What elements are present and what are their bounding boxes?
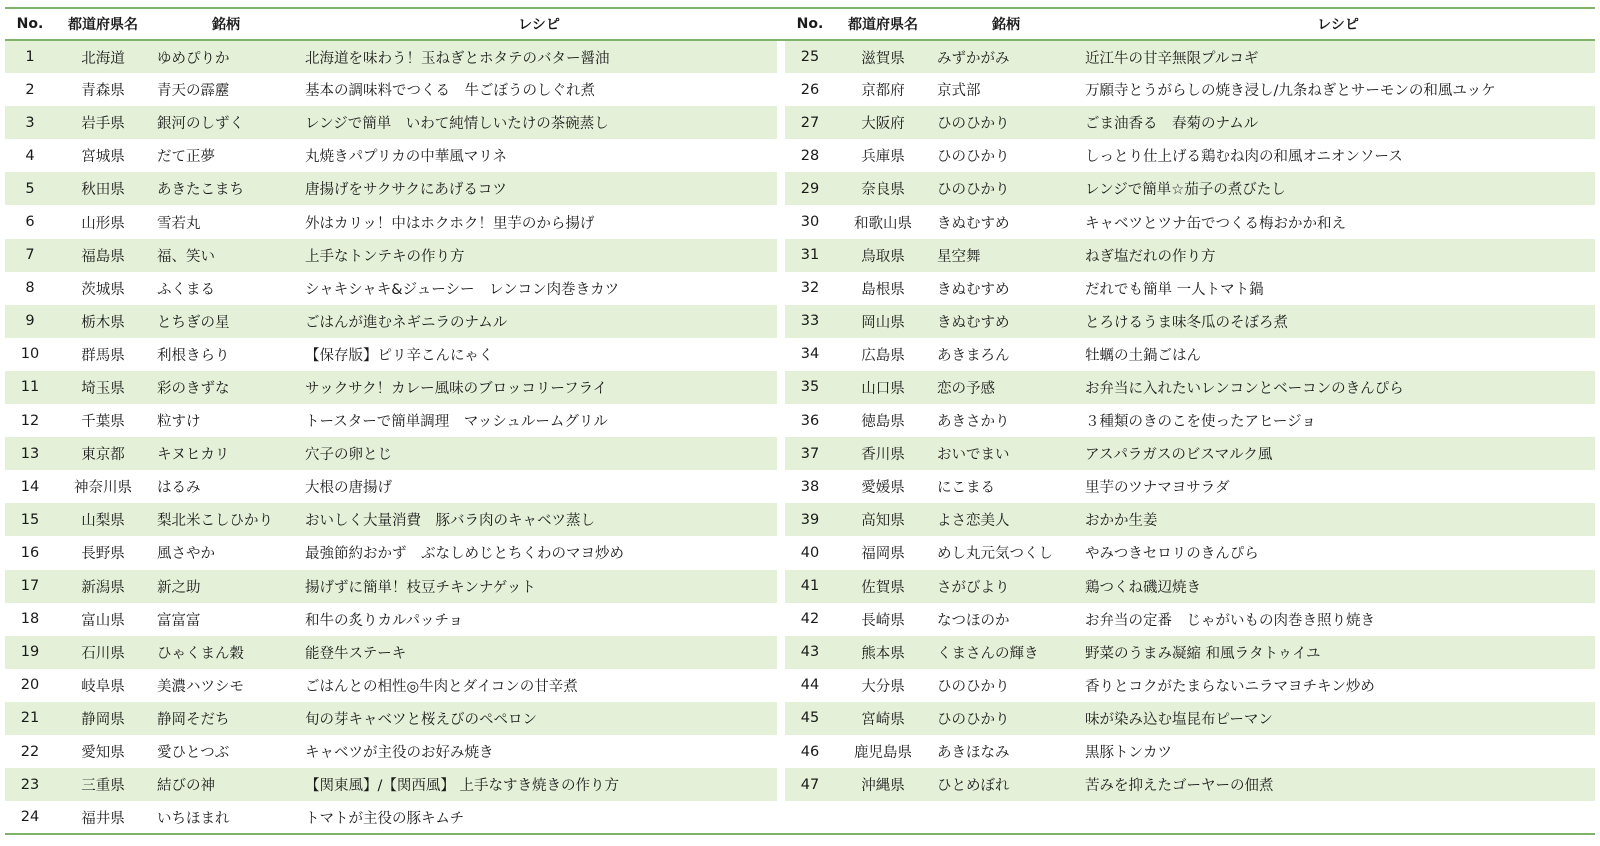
no-cell: 21 [5,702,55,735]
brand-cell [931,801,1081,834]
no-cell: 38 [800,478,820,495]
column-gap [777,305,785,338]
column-gap [777,272,785,305]
brand-cell: だて正夢 [157,149,215,166]
recipe-cell: サックサク！カレー風味のブロッコリーフライ [301,371,777,404]
recipe-cell: だれでも簡単 一人トマト鍋 [1085,281,1264,298]
recipe-cell [1081,801,1595,834]
column-gap [777,404,785,437]
prefecture-cell: 鳥取県 [835,239,931,272]
column-gap [777,735,785,768]
no-cell: 34 [800,346,820,363]
no-cell: 16 [20,544,40,561]
no-cell: 2 [25,81,35,98]
brand-cell: 雪若丸 [157,215,201,232]
brand-cell: 星空舞 [931,239,1081,272]
column-gap [777,172,785,205]
recipe-cell: おいしく大量消費 豚バラ肉のキャベツ蒸し [301,503,777,536]
brand-cell: 銀河のしずく [151,106,301,139]
brand-cell: とちぎの星 [151,305,301,338]
brand-cell: にこまる [937,480,995,497]
prefecture-cell: 静岡県 [55,702,151,735]
recipe-cell: 揚げずに簡単！枝豆チキンナゲット [301,570,777,603]
prefecture-cell: 山口県 [835,371,931,404]
prefecture-cell: 徳島県 [861,414,905,431]
recipe-cell: しっとり仕上げる鶏むね肉の和風オニオンソース [1085,149,1403,166]
recipe-cell: 大根の唐揚げ [305,480,392,497]
brand-cell: ひとめぼれ [931,768,1081,801]
no-cell: 28 [800,147,820,164]
column-gap [777,205,785,238]
recipe-cell: 【関東風】/【関西風】 上手なすき焼きの作り方 [301,768,777,801]
no-cell: 14 [20,478,40,495]
no-cell: 47 [785,768,835,801]
brand-cell: 青天の霹靂 [157,83,230,100]
prefecture-cell: 秋田県 [55,172,151,205]
table-row [5,536,1595,569]
brand-cell: めし丸元気つくし [937,546,1053,563]
header-row [5,8,1595,40]
no-cell: 15 [5,503,55,536]
no-cell: 1 [5,40,55,73]
recipe-cell: レンジで簡単☆茄子の煮びたし [1081,172,1595,205]
column-gap [777,603,785,636]
brand-cell: はるみ [157,480,201,497]
brand-cell: きぬむすめ [937,281,1010,298]
no-cell: 11 [5,371,55,404]
recipe-cell: アスパラガスのビスマルク風 [1081,437,1595,470]
no-cell: 26 [800,81,820,98]
brand-cell: 新之助 [151,570,301,603]
table-row [5,404,1595,437]
recipe-cell: 外はカリッ！中はホクホク！里芋のから揚げ [305,215,595,232]
no-cell: 35 [785,371,835,404]
recipe-cell: 和牛の炙りカルパッチョ [305,612,464,629]
no-cell: 36 [800,412,820,429]
table-row [5,636,1595,669]
no-cell: 29 [785,172,835,205]
prefecture-cell: 新潟県 [55,570,151,603]
recipe-cell: お弁当に入れたいレンコンとベーコンのきんぴら [1081,371,1595,404]
table-row [5,40,1595,73]
prefecture-cell: 沖縄県 [835,768,931,801]
prefecture-cell: 山形県 [81,215,125,232]
recipe-cell: キャベツとツナ缶でつくる梅おかか和え [1085,215,1346,232]
prefecture-cell: 富山県 [81,612,125,629]
table-row [5,503,1595,536]
table-row [5,239,1595,272]
column-gap [777,536,785,569]
no-cell: 45 [785,702,835,735]
no-cell: 23 [5,768,55,801]
brand-cell: くまさんの輝き [931,636,1081,669]
no-cell: 32 [800,280,820,297]
brand-cell: よさ恋美人 [931,503,1081,536]
table-row [5,801,1595,834]
no-cell: 44 [800,677,820,694]
brand-cell: いちほまれ [157,810,230,827]
brand-cell: ひのひかり [937,678,1010,695]
recipe-cell: 最強節約おかず ぶなしめじとちくわのマヨ炒め [305,546,624,563]
recipe-cell: シャキシャキ&ジューシー レンコン肉巻きカツ [305,281,620,298]
recipe-cell: 鶏つくね磯辺焼き [1081,570,1595,603]
brand-cell: 風さやか [157,546,215,563]
recipe-cell: 黒豚トンカツ [1085,745,1172,762]
column-gap [777,636,785,669]
prefecture-cell: 東京都 [55,437,151,470]
no-cell: 42 [800,611,820,628]
column-gap [777,40,785,73]
brand-cell: ひのひかり [937,149,1010,166]
brand-cell: ひのひかり [931,172,1081,205]
prefecture-cell: 愛知県 [81,745,125,762]
no-cell: 33 [785,305,835,338]
column-gap [777,371,785,404]
prefecture-cell: 長野県 [81,546,125,563]
column-gap [777,801,785,834]
recipe-cell: 野菜のうまみ凝縮 和風ラタトゥイユ [1081,636,1595,669]
prefecture-cell: 鹿児島県 [854,745,912,762]
brand-cell: みずかがみ [931,40,1081,73]
no-cell: 46 [800,743,820,760]
prefecture-cell: 大阪府 [835,106,931,139]
no-cell: 30 [800,214,820,231]
prefecture-cell: 熊本県 [835,636,931,669]
prefecture-cell: 長崎県 [861,612,905,629]
no-cell: 25 [785,40,835,73]
no-cell: 13 [5,437,55,470]
brand-cell: 結びの神 [151,768,301,801]
no-cell: 8 [25,280,35,297]
prefecture-cell: 青森県 [81,83,125,100]
prefecture-cell: 茨城県 [81,281,125,298]
table-row [5,735,1595,768]
recipe-cell: 唐揚げをサクサクにあげるコツ [301,172,777,205]
recipe-cell: トマトが主役の豚キムチ [305,810,465,827]
prefecture-cell: 福岡県 [861,546,905,563]
prefecture-cell: 宮崎県 [835,702,931,735]
table-row [5,338,1595,371]
brand-cell: さがびより [931,570,1081,603]
header-brand-right: 銘柄 [992,17,1020,33]
recipe-cell: 苦みを抑えたゴーヤーの佃煮 [1081,768,1595,801]
prefecture-cell: 岐阜県 [81,678,125,695]
table-body [5,40,1595,834]
brand-cell: 愛ひとつぶ [157,745,230,762]
recipe-cell: 【保存版】ピリ辛こんにゃく [305,347,494,364]
column-gap [777,702,785,735]
brand-cell: 粒すけ [157,414,201,431]
recipe-cell: ごはんが進むネギニラのナムル [301,305,777,338]
prefecture-cell: 滋賀県 [835,40,931,73]
header-brand-left: 銘柄 [212,17,240,33]
prefecture-cell: 兵庫県 [861,149,905,166]
recipe-cell: 牡蠣の土鍋ごはん [1085,347,1201,364]
recipe-cell: キャベツが主役のお好み焼き [305,745,494,762]
brand-cell: あきたこまち [151,172,301,205]
column-gap [777,470,785,503]
prefecture-cell: 佐賀県 [835,570,931,603]
brand-cell: ふくまる [157,281,215,298]
table-row [5,669,1595,702]
no-cell: 4 [25,147,35,164]
column-gap [777,503,785,536]
recipe-cell: ごま油香る 春菊のナムル [1081,106,1595,139]
recipe-cell: 北海道を味わう！玉ねぎとホタテのバター醤油 [301,40,777,73]
table-row [5,603,1595,636]
brand-cell: 梨北米こしひかり [151,503,301,536]
no-cell: 19 [5,636,55,669]
prefecture-cell: 埼玉県 [55,371,151,404]
header-no-left: No. [16,16,44,32]
recipe-cell: 能登牛ステーキ [301,636,777,669]
brand-cell: 彩のきずな [151,371,301,404]
prefecture-cell: 神奈川県 [74,480,132,497]
no-cell: 17 [5,570,55,603]
no-cell: 5 [5,172,55,205]
table-row [5,73,1595,106]
recipe-cell: 味が染み込む塩昆布ピーマン [1081,702,1595,735]
table-row [5,106,1595,139]
prefecture-cell: 千葉県 [81,414,125,431]
brand-cell: ゆめぴりか [151,40,301,73]
prefecture-cell: 高知県 [835,503,931,536]
prefecture-cell: 香川県 [835,437,931,470]
prefecture-cell: 大分県 [861,678,905,695]
prefecture-cell: 奈良県 [835,172,931,205]
brand-cell: ひゃくまん穀 [151,636,301,669]
no-cell: 6 [25,214,35,231]
no-cell: 43 [785,636,835,669]
prefecture-cell: 宮城県 [81,149,125,166]
recipe-cell: ３種類のきのこを使ったアヒージョ [1085,414,1316,431]
table-row [5,437,1595,470]
column-gap [777,239,785,272]
table-row [5,570,1595,603]
recipe-table-container [5,7,1595,835]
prefecture-cell: 福井県 [81,810,125,827]
no-cell: 40 [800,544,820,561]
brand-cell: 福、笑い [151,239,301,272]
table-row [5,139,1595,172]
no-cell: 9 [5,305,55,338]
table-row [5,205,1595,238]
prefecture-cell: 岩手県 [55,106,151,139]
column-gap [777,73,785,106]
brand-cell: ひのひかり [931,106,1081,139]
prefecture-cell: 北海道 [55,40,151,73]
brand-cell: あきほなみ [937,745,1010,762]
brand-cell: あきまろん [937,347,1010,364]
no-cell: 41 [785,570,835,603]
recipe-cell: お弁当の定番 じゃがいもの肉巻き照り焼き [1085,612,1375,629]
recipe-cell: ねぎ塩だれの作り方 [1081,239,1595,272]
header-recipe-right: レシピ [1317,17,1359,33]
column-gap [777,768,785,801]
recipe-cell: 近江牛の甘辛無限プルコギ [1081,40,1595,73]
no-cell: 27 [785,106,835,139]
column-gap [777,106,785,139]
brand-cell: ひのひかり [931,702,1081,735]
no-cell [785,801,835,834]
prefecture-cell: 石川県 [55,636,151,669]
recipe-cell: とろけるうま味冬瓜のそぼろ煮 [1081,305,1595,338]
brand-cell: 京式部 [937,83,981,100]
recipe-cell: 丸焼きパプリカの中華風マリネ [305,149,507,166]
header-recipe-left: レシピ [518,17,560,33]
prefecture-cell: 和歌山県 [854,215,912,232]
brand-cell: 恋の予感 [931,371,1081,404]
recipe-cell: おかか生姜 [1081,503,1595,536]
prefecture-cell: 山梨県 [55,503,151,536]
column-gap [777,570,785,603]
prefecture-cell: 群馬県 [81,347,125,364]
prefecture-cell: 岡山県 [835,305,931,338]
header-prefecture-left: 都道府県名 [68,17,138,33]
column-gap [777,338,785,371]
no-cell: 10 [20,346,40,363]
recipe-cell: 基本の調味料でつくる 牛ごぼうのしぐれ煮 [305,83,595,100]
brand-cell: 利根きらり [157,347,230,364]
recipe-cell: 香りとコクがたまらないニラマヨチキン炒め [1085,678,1375,695]
no-cell: 12 [20,412,40,429]
prefecture-cell: 福島県 [55,239,151,272]
table-row [5,768,1595,801]
table-row [5,702,1595,735]
recipe-table [5,7,1595,835]
header-prefecture-right: 都道府県名 [848,17,918,33]
table-row [5,272,1595,305]
prefecture-cell: 島根県 [861,281,905,298]
recipe-cell: 上手なトンテキの作り方 [301,239,777,272]
brand-cell: 静岡そだち [151,702,301,735]
recipe-cell: ごはんとの相性◎牛肉とダイコンの甘辛煮 [305,678,578,695]
prefecture-cell: 三重県 [55,768,151,801]
column-gap [777,8,785,40]
recipe-cell: レンジで簡単 いわて純情しいたけの茶碗蒸し [301,106,777,139]
prefecture-cell: 京都府 [861,83,905,100]
recipe-cell: 万願寺とうがらしの焼き浸し/九条ねぎとサーモンの和風ユッケ [1085,83,1496,100]
no-cell: 39 [785,503,835,536]
no-cell: 20 [20,677,40,694]
column-gap [777,669,785,702]
table-row [5,305,1595,338]
header-no-right: No. [796,16,824,32]
table-row [5,371,1595,404]
no-cell: 18 [20,611,40,628]
no-cell: 24 [20,809,40,826]
recipe-cell: 穴子の卵とじ [301,437,777,470]
brand-cell: 美濃ハツシモ [157,678,244,695]
table-row [5,172,1595,205]
column-gap [777,437,785,470]
recipe-cell: トースターで簡単調理 マッシュルームグリル [305,414,608,431]
table-row [5,470,1595,503]
prefecture-cell [835,801,931,834]
brand-cell: 富富富 [157,612,201,629]
no-cell: 31 [785,239,835,272]
no-cell: 22 [20,743,40,760]
prefecture-cell: 広島県 [861,347,905,364]
recipe-cell: 里芋のツナマヨサラダ [1085,480,1230,497]
recipe-cell: 旬の芽キャベツと桜えびのペペロン [301,702,777,735]
recipe-cell: やみつきセロリのきんぴら [1085,546,1259,563]
brand-cell: きぬむすめ [937,215,1010,232]
column-gap [777,139,785,172]
brand-cell: あきさかり [937,414,1010,431]
no-cell: 37 [785,437,835,470]
brand-cell: キヌヒカリ [151,437,301,470]
prefecture-cell: 愛媛県 [861,480,905,497]
prefecture-cell: 栃木県 [55,305,151,338]
brand-cell: おいでまい [931,437,1081,470]
no-cell: 7 [5,239,55,272]
no-cell: 3 [5,106,55,139]
brand-cell: なつほのか [937,612,1010,629]
brand-cell: きぬむすめ [931,305,1081,338]
